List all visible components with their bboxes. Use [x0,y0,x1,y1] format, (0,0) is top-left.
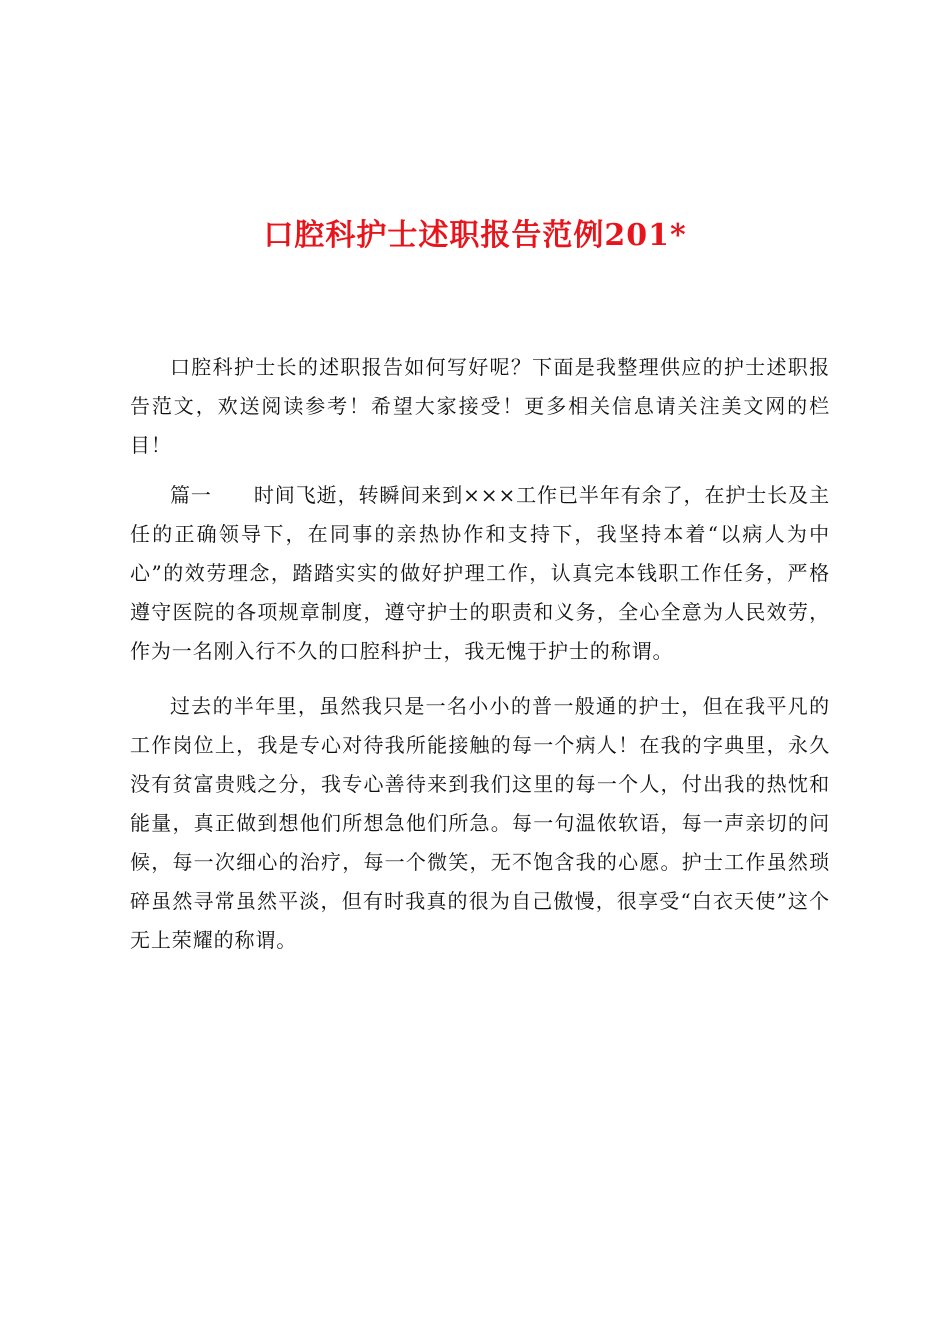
intro-paragraph: 口腔科护士长的述职报告如何写好呢？下面是我整理供应的护士述职报告范文，欢送阅读参考！希望大家接受！更多相关信息请关注美文网的栏目！ [130,355,830,457]
document-title: 口腔科护士述职报告范例201* [263,218,687,253]
document-body [130,348,830,976]
part-one-text: 时间飞逝，转瞬间来到×××工作已半年有余了，在护士长及主任的正确领导下，在同事的亲热协作和支持下，我坚持本着“以病人为中心”的效劳理念，踏踏实实的做好护理工作，认真完本钱职工作任务，严格遵守医院的各项规章制度，遵守护士的职责和义务，全心全意为人民效劳，作为一名刚入行不久的口腔科护士，我无愧于护士的称谓。 [130,483,830,663]
part-two-paragraph: 过去的半年里，虽然我只是一名小小的普一般通的护士，但在我平凡的工作岗位上，我是专心对待我所能接触的每一个病人！在我的字典里，永久没有贫富贵贱之分，我专心善待来到我们这里的每一个人，付出我的热忱和能量，真正做到想他们所想急他们所急。每一句温侬软语，每一声亲切的问候，每一次细心的治疗，每一个微笑，无不饱含我的心愿。护士工作虽然琐碎虽然寻常虽然平淡，但有时我真的很为自己傲慢，很享受“白衣天使”这个无上荣耀的称谓。 [130,694,830,952]
part-one-paragraph [130,476,830,671]
part-one-label: 篇一 [170,483,212,507]
